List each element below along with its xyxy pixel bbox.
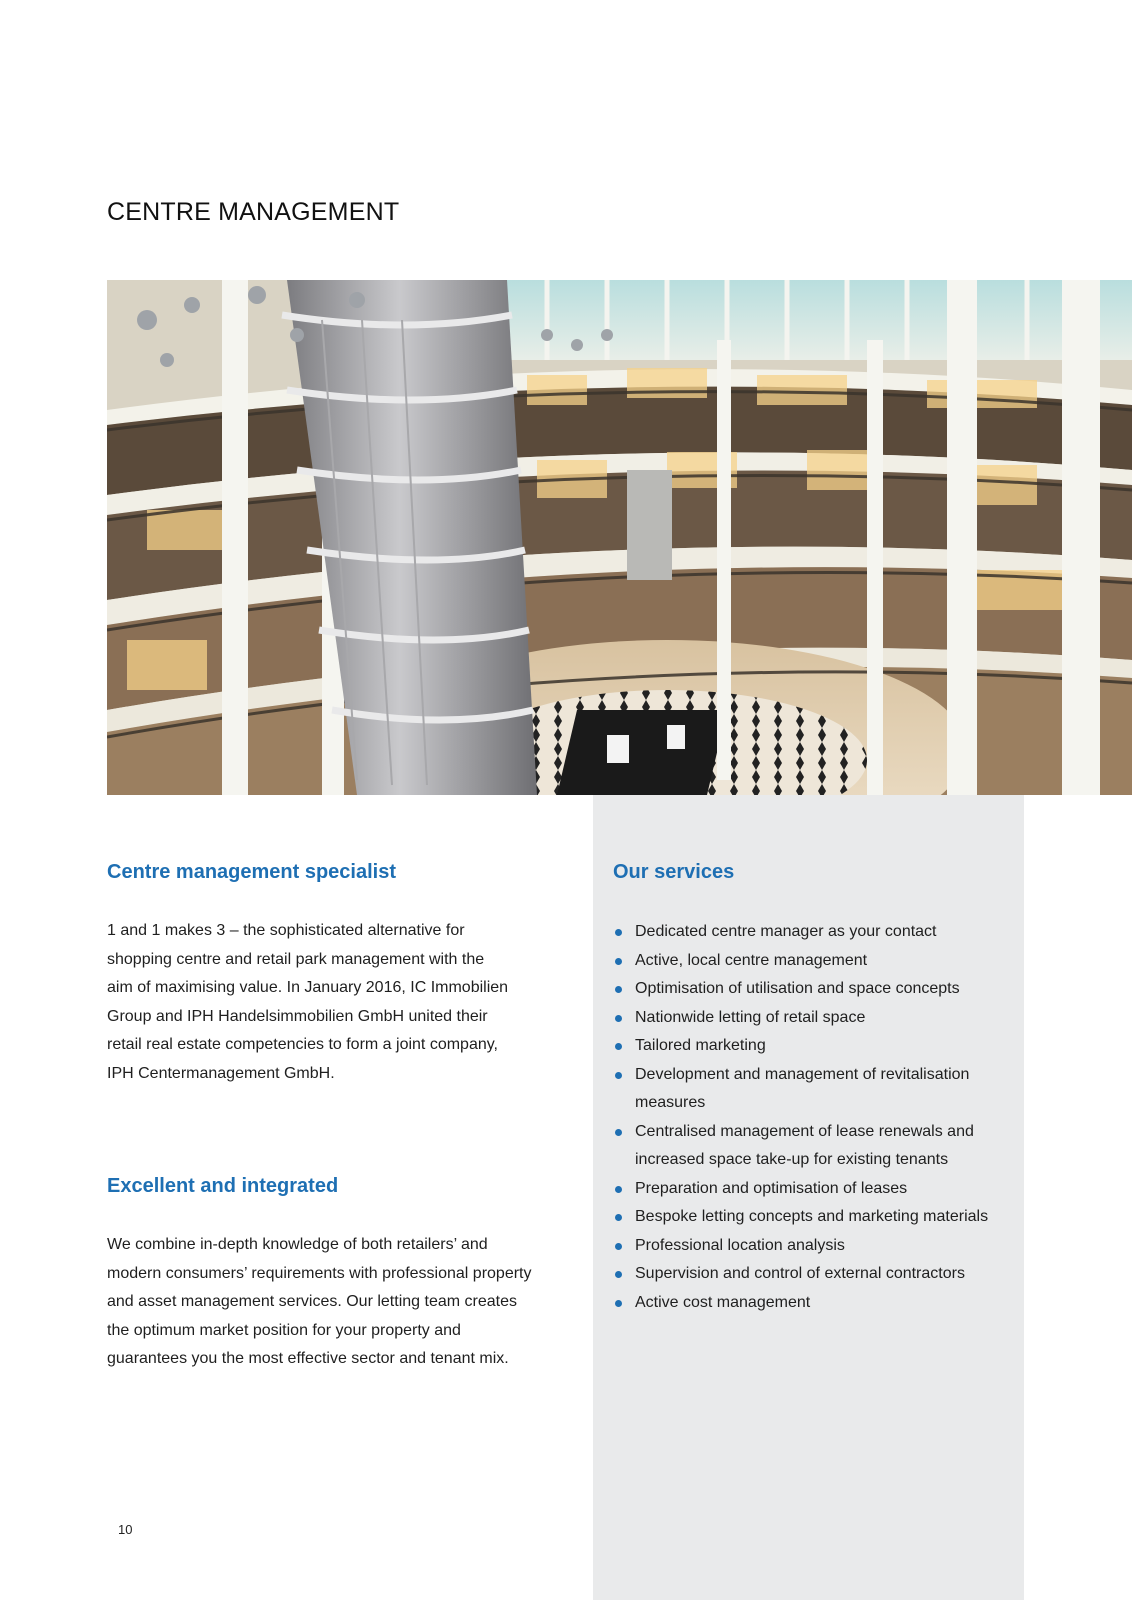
bullet-icon — [615, 1129, 622, 1136]
bullet-icon — [615, 1072, 622, 1079]
bullet-icon — [615, 1043, 622, 1050]
list-item — [613, 947, 1013, 976]
list-item — [613, 1203, 1013, 1232]
paragraph-centre-management — [107, 917, 577, 1088]
bullet-icon — [615, 986, 622, 993]
item-line: Bespoke letting concepts and marketing materials — [635, 1208, 989, 1225]
item-line: Active, local centre management — [635, 951, 868, 969]
item-line: Optimisation of utilisation and space concepts — [635, 980, 960, 997]
bullet-icon — [615, 929, 622, 936]
bullet-icon — [615, 1015, 622, 1022]
list-item — [613, 1004, 1013, 1033]
bullet-icon — [615, 958, 622, 965]
mall-atrium-photo — [107, 280, 1132, 795]
text-line: retail real estate competencies to form a joint company, — [107, 1036, 498, 1053]
page-number: 10 — [118, 1522, 133, 1537]
bullet-icon — [615, 1186, 622, 1193]
text-line: Group and IPH Handelsimmobilien GmbH united their — [107, 1007, 488, 1025]
heading-our-services: Our services — [613, 861, 735, 883]
services-list — [613, 918, 1013, 1317]
text-line: IPH Centermanagement GmbH. — [107, 1064, 335, 1082]
item-line: Centralised management of lease renewals and — [635, 1122, 974, 1140]
item-line: Active cost management — [635, 1293, 811, 1311]
heading-excellent-and-integrated: Excellent and integrated — [107, 1175, 339, 1197]
text-line: and asset management services. Our letting team creates — [107, 1293, 517, 1310]
text-line: modern consumers’ requirements with professional property — [107, 1264, 532, 1282]
page-title: CENTRE MANAGEMENT — [107, 198, 400, 226]
item-line: Preparation and optimisation of leases — [635, 1179, 908, 1197]
list-item — [613, 1032, 1013, 1061]
item-line: increased space take-up for existing tenants — [635, 1151, 949, 1168]
bullet-icon — [615, 1243, 622, 1250]
text-line: 1 and 1 makes 3 – the sophisticated alternative for — [107, 922, 465, 939]
bullet-icon — [615, 1214, 622, 1221]
heading-centre-management-specialist: Centre management specialist — [107, 861, 396, 883]
item-line: Tailored marketing — [635, 1037, 766, 1054]
list-item — [613, 1061, 1013, 1118]
list-item — [613, 1175, 1013, 1204]
list-item — [613, 918, 1013, 947]
paragraph-excellent-integrated — [107, 1231, 577, 1374]
text-line: shopping centre and retail park management with the — [107, 950, 485, 968]
list-item — [613, 1260, 1013, 1289]
list-item — [613, 1232, 1013, 1261]
bullet-icon — [615, 1271, 622, 1278]
list-item — [613, 1118, 1013, 1175]
item-line: Professional location analysis — [635, 1236, 845, 1254]
list-item — [613, 975, 1013, 1004]
item-line: Dedicated centre manager as your contact — [635, 923, 937, 940]
bullet-icon — [615, 1300, 622, 1307]
text-line: guarantees you the most effective sector and tenant mix. — [107, 1350, 509, 1367]
item-line: Supervision and control of external contractors — [635, 1265, 965, 1282]
item-line: Nationwide letting of retail space — [635, 1008, 866, 1026]
item-line: Development and management of revitalisation — [635, 1065, 970, 1083]
list-item — [613, 1289, 1013, 1318]
text-line: the optimum market position for your property and — [107, 1321, 461, 1339]
mall-atrium-illustration — [107, 280, 1132, 795]
text-line: We combine in-depth knowledge of both retailers’ and — [107, 1236, 488, 1253]
item-line: measures — [635, 1094, 706, 1111]
text-line: aim of maximising value. In January 2016, IC Immobilien — [107, 979, 509, 996]
